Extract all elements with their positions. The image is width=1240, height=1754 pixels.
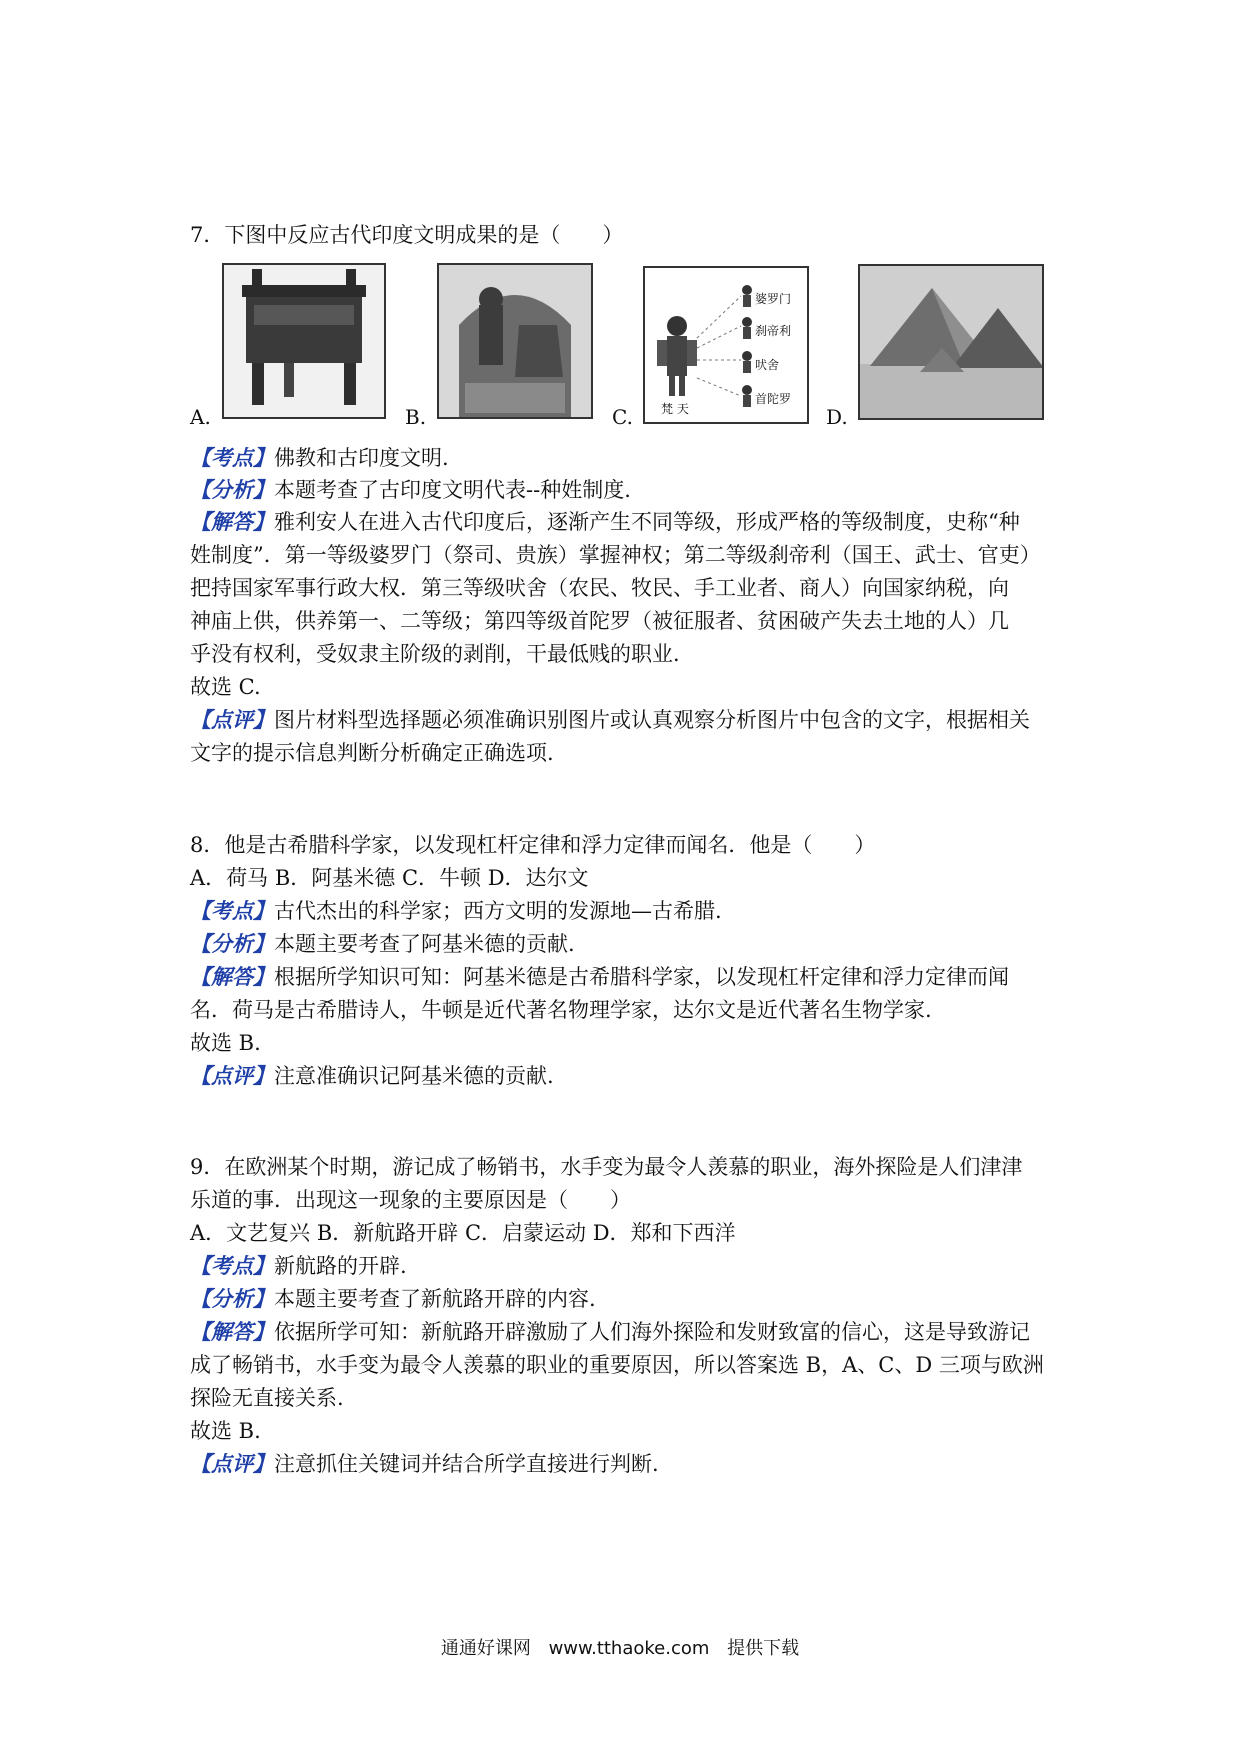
q7-answer: 故选 C. xyxy=(190,675,261,699)
q9-options: A．文艺复兴 B．新航路开辟 C．启蒙运动 D．郑和下西洋 xyxy=(190,1221,736,1245)
footer-url-link[interactable]: www.tthaoke.com xyxy=(548,1638,710,1659)
q7-jieda: 【解答】雅利安人在进入古代印度后，逐渐产生不同等级，形成严格的等级制度，史称“种 xyxy=(190,509,1020,534)
q7-jieda-line: 姓制度”．第一等级婆罗门（祭司、贵族）掌握神权；第二等级刹帝利（国王、武士、官吏） xyxy=(190,543,1041,567)
pyramids-image xyxy=(858,264,1044,420)
q7-label-c: C. xyxy=(612,405,633,429)
q7-jieda-line: 把持国家军事行政大权．第三等级吠舍（农民、牧民、手工业者、商人）向国家纳税，向 xyxy=(190,576,1009,600)
caste-god-label: 梵 天 xyxy=(661,402,689,416)
q9-dianping: 【点评】注意抓住关键词并结合所学直接进行判断. xyxy=(190,1451,659,1476)
q9-stem: 9．在欧洲某个时期，游记成了畅销书，水手变为最令人羡慕的职业，海外探险是人们津津 xyxy=(190,1155,1023,1179)
q8-jieda: 【解答】根据所学知识可知：阿基米德是古希腊科学家，以发现杠杆定律和浮力定律而闻 xyxy=(190,964,1009,989)
q8-stem: 8．他是古希腊科学家，以发现杠杆定律和浮力定律而闻名．他是（ ） xyxy=(190,833,876,857)
q8-options: A．荷马 B．阿基米德 C．牛顿 D．达尔文 xyxy=(190,866,589,890)
q8-jieda-line: 名．荷马是古希腊诗人，牛顿是近代著名物理学家，达尔文是近代著名生物学家. xyxy=(190,998,932,1022)
q8-kaodian: 【考点】古代杰出的科学家；西方文明的发源地—古希腊. xyxy=(190,898,722,923)
caste-label-shudra: 首陀罗 xyxy=(755,392,792,406)
q7-dianping-line: 文字的提示信息判断分析确定正确选项. xyxy=(190,741,554,765)
caste-label-kshatriya: 刹帝利 xyxy=(755,324,792,338)
q7-jieda-line: 神庙上供，供养第一、二等级；第四等级首陀罗（被征服者、贫困破产失去土地的人）几 xyxy=(190,609,1009,633)
caste-label-brahmin: 婆罗门 xyxy=(755,292,792,306)
q9-jieda: 【解答】依据所学可知：新航路开辟激励了人们海外探险和发财致富的信心，这是导致游记 xyxy=(190,1319,1030,1344)
q9-answer: 故选 B. xyxy=(190,1419,261,1443)
q9-kaodian: 【考点】新航路的开辟. xyxy=(190,1253,407,1278)
footer-site-name: 通通好课网 xyxy=(440,1638,531,1659)
q9-stem-line: 乐道的事．出现这一现象的主要原因是（ ） xyxy=(190,1188,631,1212)
q7-kaodian: 【考点】佛教和古印度文明. xyxy=(190,445,449,470)
caste-system-diagram xyxy=(643,266,809,424)
q7-stem: 7．下图中反应古代印度文明成果的是（ ） xyxy=(190,223,624,247)
bronze-ding-image xyxy=(222,263,386,419)
caste-label-vaishya: 吠舍 xyxy=(755,358,780,372)
page-footer xyxy=(0,1634,1240,1660)
q7-label-d: D. xyxy=(826,405,848,429)
q7-label-a: A. xyxy=(190,405,211,429)
q8-answer: 故选 B. xyxy=(190,1031,261,1055)
q9-jieda-line: 成了畅销书，水手变为最令人羡慕的职业的重要原因，所以答案选 B，A、C、D 三项与欧洲 xyxy=(190,1353,1044,1377)
q7-dianping: 【点评】图片材料型选择题必须准确识别图片或认真观察分析图片中包含的文字，根据相关 xyxy=(190,707,1030,732)
q8-fenxi: 【分析】本题主要考查了阿基米德的贡献. xyxy=(190,931,575,956)
q9-jieda-line: 探险无直接关系. xyxy=(190,1386,344,1410)
q7-label-b: B. xyxy=(405,405,427,429)
q7-fenxi: 【分析】本题考查了古印度文明代表--种姓制度. xyxy=(190,477,631,502)
hammurabi-stele-image xyxy=(437,263,593,419)
footer-tail: 提供下载 xyxy=(727,1638,800,1659)
q7-jieda-line: 乎没有权利，受奴隶主阶级的剥削，干最低贱的职业． xyxy=(190,642,694,666)
q9-fenxi: 【分析】本题主要考查了新航路开辟的内容. xyxy=(190,1286,596,1311)
q8-dianping: 【点评】注意准确识记阿基米德的贡献. xyxy=(190,1063,554,1088)
